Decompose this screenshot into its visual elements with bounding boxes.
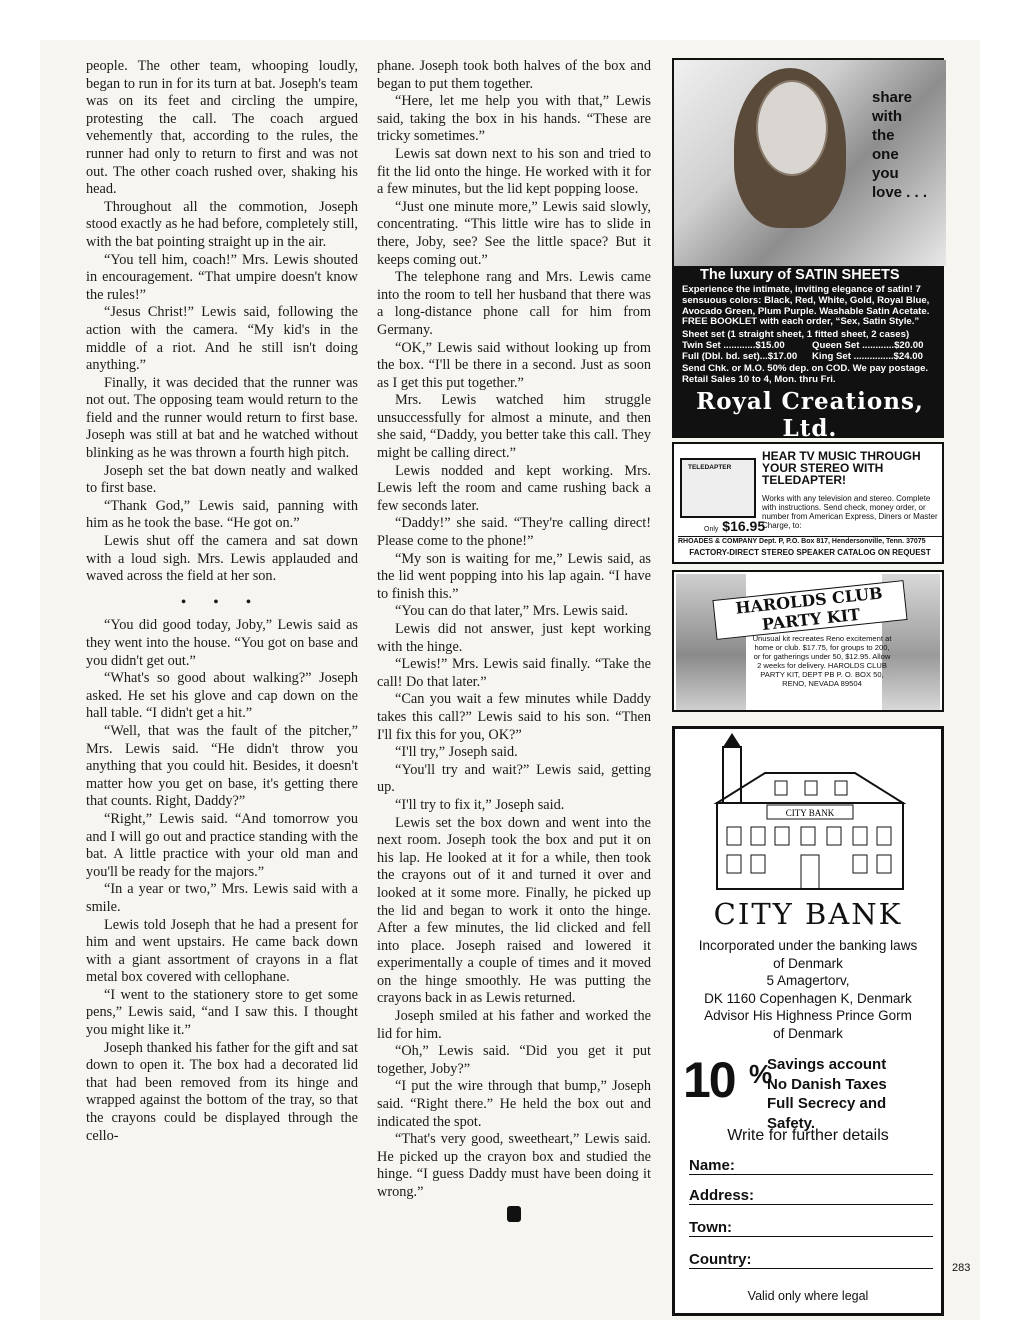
story-paragraph: “You did good today, Joby,” Lewis said as they went into the house. “You got on base and you didn't get out.” xyxy=(86,617,358,669)
story-paragraph: “I'll try,” Joseph said. xyxy=(395,744,518,761)
story-paragraph: “You can do that later,” Mrs. Lewis said. xyxy=(395,603,629,620)
interest-rate-number: 10 xyxy=(683,1052,735,1108)
satin-tagline-line: the xyxy=(872,127,895,144)
story-paragraph: “You'll try and wait?” Lewis said, getting up. xyxy=(377,761,651,796)
city-bank-features xyxy=(767,1055,943,1133)
story-paragraph: “That's very good, sweetheart,” Lewis said. He picked up the crayon box and studied the hinge. “I guess Daddy must have been doing it wrong.” xyxy=(377,1131,651,1200)
story-paragraph: “What's so good about walking?” Joseph asked. He set his glove and cap down on the hall table. “I didn't get a hit.” xyxy=(86,670,358,722)
satin-tagline-line: one xyxy=(872,146,899,163)
story-paragraph: Lewis sat down next to his son and tried to fit the lid onto the hinge. He worked with it for a few minutes, but the lid kept popping loose. xyxy=(377,145,651,198)
story-paragraph: “In a year or two,” Mrs. Lewis said with a smile. xyxy=(86,881,358,915)
teledapter-device-label: TELEDAPTER xyxy=(688,464,732,471)
story-paragraph: “OK,” Lewis said without looking up from the box. “I'll be there in a second. Just as soon as I get this put together.” xyxy=(377,339,651,391)
satin-price-row: Full (Dbl. bd. set)...$17.00 King Set ...............$24.00 xyxy=(682,350,923,362)
satin-price-row: Twin Set ............$15.00 Queen Set ............$20.00 xyxy=(682,339,924,351)
teledapter-body: Works with any television and stereo. Complete with instructions. Send check, money order, or number from American Express, Diners or Master Charge, to: xyxy=(762,494,938,530)
city-bank-details xyxy=(675,937,941,1042)
city-bank-detail-line: 5 Amagertorv, xyxy=(766,973,850,988)
story-paragraph: people. The other team, whooping loudly, began to run in for its turn at bat. Joseph's team was on its feet and circling the umpire, protesting the call. The coach argued vehemently that, according to the rules, the runner had only to return to first and was not out. The other coach rushed over, shaking his head. xyxy=(86,58,358,198)
rabbit-head-icon xyxy=(507,1206,521,1222)
story-paragraph: “Just one minute more,” Lewis said slowly, concentrating. “This little wire has to slide in there, Joby, see? See the little space? But it keeps coming out.” xyxy=(377,198,651,268)
story-paragraph: Joseph smiled at his father and worked the lid for him. xyxy=(377,1008,651,1042)
city-bank-feature-line: Savings account xyxy=(767,1056,887,1073)
city-bank-building-illustration xyxy=(705,743,915,893)
story-column-1 xyxy=(86,58,358,1145)
story-paragraph: Lewis shut off the camera and sat down with a loud sigh. Mrs. Lewis applauded and waved across the field at her son. xyxy=(86,533,358,585)
satin-tagline-line: love . . . xyxy=(872,184,928,201)
section-separator: • • • xyxy=(181,594,263,610)
coupon-address-field[interactable]: Address: xyxy=(689,1187,933,1205)
city-bank-sign: CITY BANK xyxy=(785,808,835,818)
coupon-name-field[interactable]: Name: xyxy=(689,1157,933,1175)
city-bank-feature-line: Full Secrecy and xyxy=(767,1095,887,1112)
story-paragraph: “Right,” Lewis said. “And tomorrow you and I will go out and practice standing with the bat. A little practice with your old man and you'll be ready for the majors.” xyxy=(86,810,358,880)
story-paragraph: “Daddy!” she said. “They're calling direct! Please come to the phone!” xyxy=(377,515,651,550)
city-bank-feature-line: No Danish Taxes xyxy=(767,1075,887,1093)
story-paragraph: “Here, let me help you with that,” Lewis said, taking the box in his hands. “These are tricky sometimes.” xyxy=(377,93,651,145)
harolds-club-ad[interactable] xyxy=(672,570,944,712)
story-paragraph: “I put the wire through that bump,” Joseph said. “Right there.” He held the box out and indicated the spot. xyxy=(377,1078,651,1130)
teledapter-ad[interactable] xyxy=(672,442,944,564)
story-paragraph: Lewis nodded and kept working. Mrs. Lewis left the room and came rushing back a few seconds later. xyxy=(377,462,651,514)
story-paragraph: “I'll try to fix it,” Joseph said. xyxy=(395,796,565,813)
story-paragraph: Lewis set the box down and went into the next room. Joseph took the box and put it on his lap. He looked at it for a while, then took the crayons out of it and turned it over and looked at it some more. Finally, he picked up the lid and began to work it onto the hinge. After a few minutes, the lid clicked and fell into place. Joseph raised and lowered it experimentally a couple of times and it moved on the hinge smoothly. He was putting the crayons back in as Lewis returned. xyxy=(377,814,651,1007)
satin-tagline-line: you xyxy=(872,165,899,182)
advertisement-column xyxy=(672,58,944,1316)
teledapter-headline: HEAR TV MUSIC THROUGH YOUR STEREO WITH TELEDAPTER! xyxy=(762,449,921,488)
story-paragraph: “Jesus Christ!” Lewis said, following the action with the camera. “My kid's in the middle of a riot. And he still isn't doing anything.” xyxy=(86,304,358,374)
satin-sheets-ad[interactable] xyxy=(672,58,944,442)
story-paragraph: “You tell him, coach!” Mrs. Lewis shouted in encouragement. “That umpire doesn't know the rules!” xyxy=(86,251,358,303)
page-number: 283 xyxy=(952,1262,971,1274)
teledapter-price: Only $16.95 xyxy=(704,518,766,534)
city-bank-detail-line: of Denmark xyxy=(773,1025,843,1041)
story-paragraph: “Can you wait a few minutes while Daddy takes this call?” Lewis said to his son. “Then I'll fix this for you, OK?” xyxy=(377,691,651,743)
city-bank-feature-line: Safety. xyxy=(767,1114,816,1132)
harolds-body: Unusual kit recreates Reno excitement at home or club. $17.75, for groups to 200, or for gatherings under 50, $12.95. Allow 2 weeks for delivery. HAROLDS CLUB PARTY KIT, DEPT PB P. O. BOX 50, RENO, NEVADA 89504 xyxy=(752,634,892,688)
story-paragraph: “Thank God,” Lewis said, panning with him as he took the base. “He got on.” xyxy=(86,497,358,532)
story-paragraph: Finally, it was decided that the runner was not out. The opposing team would return to the field and the runner would return to first base. Joseph was still at bat and he watched without blinking as he was thrown a fourth high pitch. xyxy=(86,374,358,462)
satin-ad-set-line: Sheet set (1 straight sheet, 1 fitted sheet, 2 cases) xyxy=(682,329,910,341)
royal-creations-logo: Royal Creations, Ltd. xyxy=(696,387,924,442)
story-paragraph: phane. Joseph took both halves of the box and began to put them together. xyxy=(377,58,651,92)
city-bank-write-line: Write for further details xyxy=(727,1127,889,1144)
city-bank-name: CITY BANK xyxy=(713,897,903,931)
story-paragraph: Mrs. Lewis watched him struggle unsuccessfully for almost a minute, and then she said, “Daddy, you better take this call. They might be calling direct.” xyxy=(377,392,651,462)
magazine-page xyxy=(40,40,980,1320)
story-paragraph: The telephone rang and Mrs. Lewis came into the room to tell her husband that there was a long-distance phone call for him from Germany. xyxy=(377,269,651,338)
coupon-town-field[interactable]: Town: xyxy=(689,1219,933,1237)
satin-ad-footer: Send Chk. or M.O. 50% dep. on COD. We pay postage. Retail Sales 10 to 4, Mon. thru Fri. xyxy=(682,363,929,385)
satin-tagline-line: share xyxy=(872,89,913,106)
city-bank-ad[interactable] xyxy=(672,726,944,1316)
city-bank-valid-note: Valid only where legal xyxy=(747,1289,869,1303)
story-paragraph: Joseph set the bat down neatly and walked to first base. xyxy=(86,462,358,497)
teledapter-catalog: FACTORY-DIRECT STEREO SPEAKER CATALOG ON REQUEST xyxy=(689,548,931,557)
story-paragraph: “Lewis!” Mrs. Lewis said finally. “Take the call! Do that later.” xyxy=(377,656,651,690)
coupon-country-field[interactable]: Country: xyxy=(689,1251,933,1269)
satin-ad-tagline xyxy=(872,88,942,202)
story-paragraph: Lewis did not answer, just kept working with the hinge. xyxy=(377,621,651,655)
story-paragraph: “My son is waiting for me,” Lewis said, as the lid went popping into his lap again. “I have to finish this.” xyxy=(377,550,651,602)
city-bank-detail-line: Advisor His Highness Prince Gorm xyxy=(704,1008,912,1023)
story-paragraph: “Oh,” Lewis said. “Did you get it put together, Joby?” xyxy=(377,1043,651,1077)
harolds-illustration-left xyxy=(676,574,746,710)
percent-sign: % xyxy=(749,1059,773,1089)
story-paragraph: “Well, that was the fault of the pitcher,” Mrs. Lewis said. “He didn't throw you anything that you could hit. Besides, it doesn't matter how you get on base, it's getting there that counts. Right, Daddy?” xyxy=(86,722,358,810)
satin-ad-body: Experience the intimate, inviting elegance of satin! 7 sensuous colors: Black, Red, White, Gold, Royal Blue, Avocado Green, Plum Purple. Washable Satin Acetate. FREE BOOKLET with each order, “Sex, Satin Style.” xyxy=(682,284,930,328)
city-bank-detail-line: DK 1160 Copenhagen K, Denmark xyxy=(704,990,912,1006)
end-of-story-mark xyxy=(377,1206,651,1228)
city-bank-detail-line: Incorporated under the banking laws xyxy=(698,938,918,953)
satin-tagline-line: with xyxy=(872,108,902,125)
story-paragraph: Joseph thanked his father for the gift and sat down to open it. The box had a decorated lid that had been removed from its hinge and wrapped against the bottom of the tray, so that the crayons could be displayed through the cello- xyxy=(86,1039,358,1144)
story-paragraph: Lewis told Joseph that he had a present for him and went upstairs. He came back down with a giant assortment of crayons in a flat metal box covered with cellophane. xyxy=(86,916,358,986)
harolds-title: HAROLDS CLUB PARTY KIT xyxy=(712,580,907,640)
story-column-2 xyxy=(377,58,651,1227)
story-paragraph: “I went to the stationery store to get some pens,” Lewis said, “and I saw this. I thought you might like it.” xyxy=(86,986,358,1039)
city-bank-detail-line: of Denmark xyxy=(773,955,843,971)
teledapter-company: RHOADES & COMPANY Dept. P, P.O. Box 817, Hendersonville, Tenn. 37075 xyxy=(678,536,942,545)
story-paragraph: Throughout all the commotion, Joseph stood exactly as he had before, completely still, with the bat pointing straight up in the air. xyxy=(86,198,358,250)
teledapter-device-icon xyxy=(680,458,756,518)
satin-ad-headline: The luxury of SATIN SHEETS xyxy=(700,267,900,283)
